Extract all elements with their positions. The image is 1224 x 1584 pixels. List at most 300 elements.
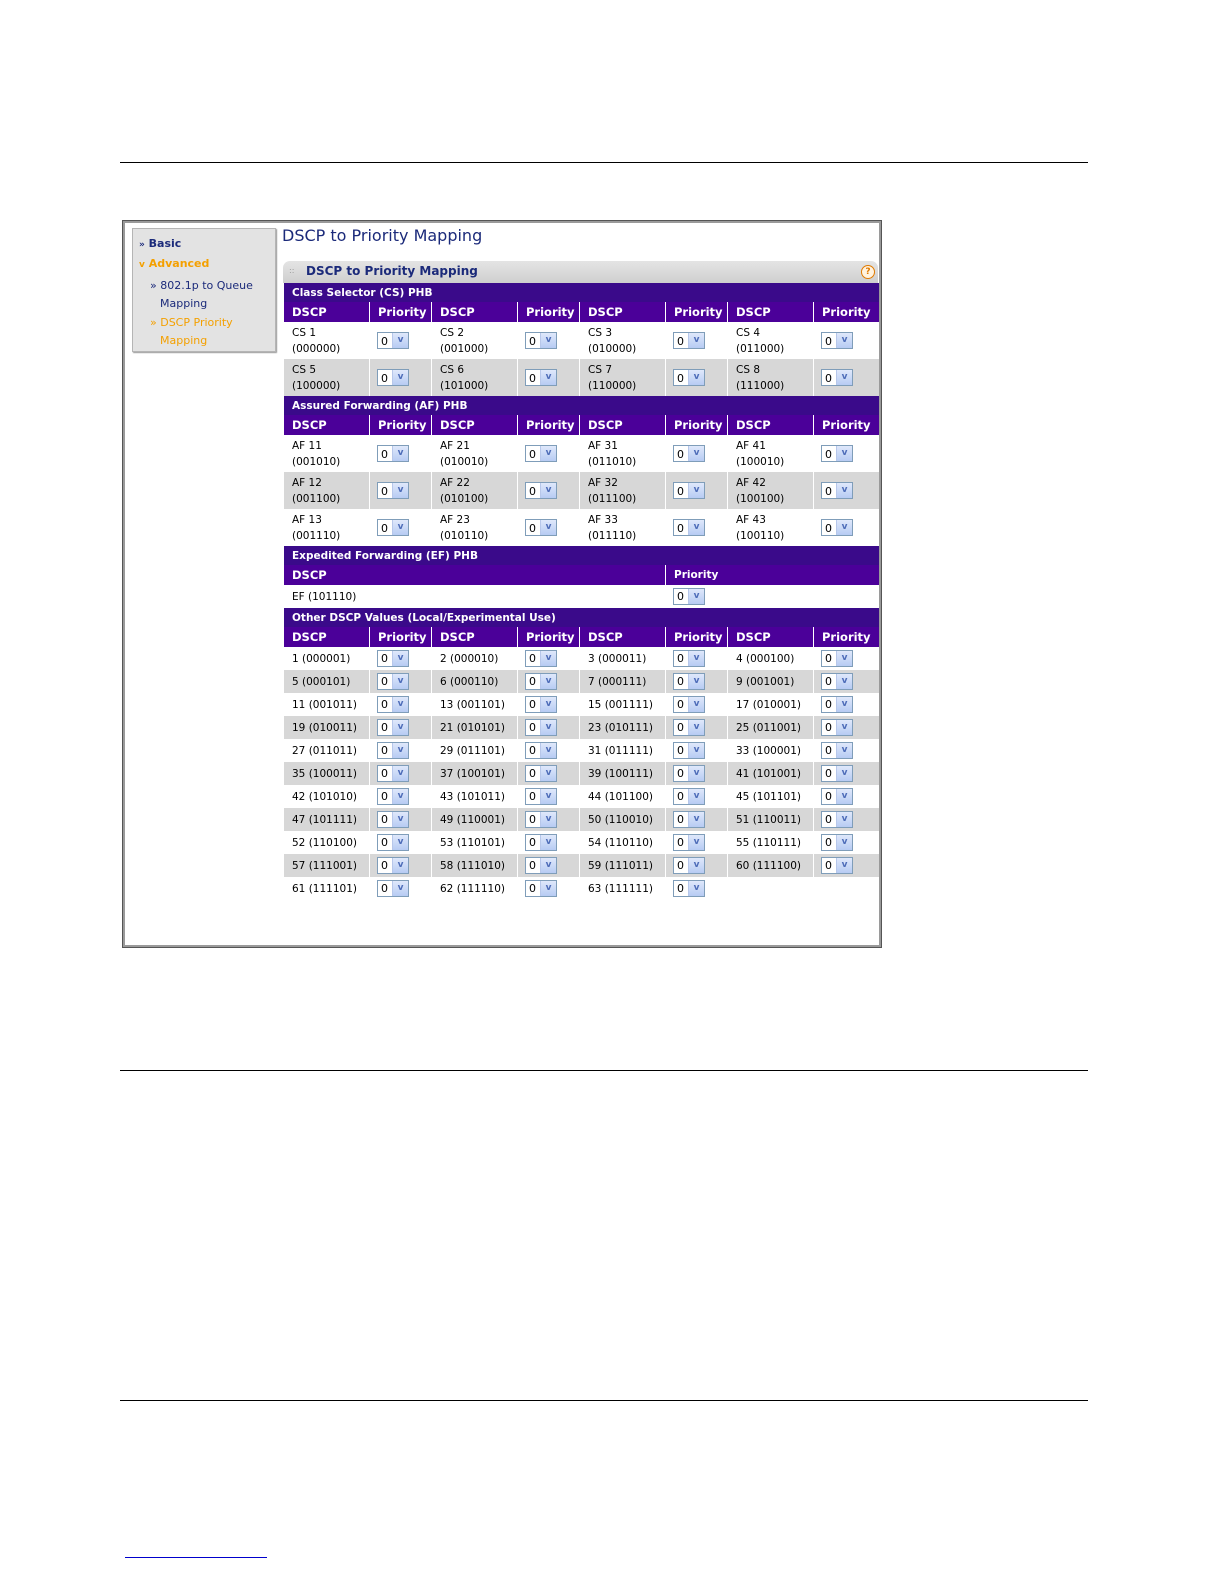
priority-select-value: 0 (381, 767, 388, 780)
priority-column-header: Priority (518, 415, 580, 435)
table-row (284, 472, 879, 509)
dscp-column-header: DSCP (580, 627, 666, 647)
priority-select[interactable] (377, 811, 409, 828)
priority-select[interactable] (377, 369, 409, 386)
priority-select[interactable] (821, 332, 853, 349)
dscp-value: EF (101110) (284, 585, 666, 608)
chevron-down-icon: v (392, 766, 408, 781)
priority-cell (666, 509, 728, 546)
chevron-down-icon: v (540, 370, 556, 385)
priority-select-value: 0 (529, 485, 536, 498)
priority-select[interactable] (673, 811, 705, 828)
dscp-column-header: DSCP (432, 415, 518, 435)
priority-cell (814, 472, 879, 509)
chevron-down-icon: v (392, 789, 408, 804)
chevron-down-icon: v (836, 333, 852, 348)
priority-select[interactable] (673, 482, 705, 499)
priority-select[interactable] (821, 719, 853, 736)
priority-select[interactable] (525, 673, 557, 690)
priority-select[interactable] (377, 742, 409, 759)
chevron-down-icon: v (688, 589, 704, 604)
dscp-value: 5 (000101) (284, 670, 370, 693)
chevron-down-icon: v (540, 766, 556, 781)
nav-basic[interactable]: » Basic (139, 237, 182, 250)
priority-cell (666, 670, 728, 693)
section-title: Other DSCP Values (Local/Experimental Use) (284, 608, 879, 627)
chevron-down-icon: v (392, 333, 408, 348)
chevron-down-icon: v (836, 835, 852, 850)
priority-select-value: 0 (677, 721, 684, 734)
priority-select[interactable] (525, 880, 557, 897)
priority-select[interactable] (821, 673, 853, 690)
chevron-down-icon: v (836, 766, 852, 781)
dscp-column-header: DSCP (728, 627, 814, 647)
priority-select-value: 0 (677, 882, 684, 895)
priority-select-value: 0 (381, 485, 388, 498)
chevron-down-icon: v (836, 370, 852, 385)
chevron-down-icon: v (392, 697, 408, 712)
nav-advanced[interactable]: v Advanced (139, 257, 210, 270)
priority-column-header: Priority (666, 415, 728, 435)
dscp-value: 62 (111110) (432, 877, 518, 900)
dscp-value: 1 (000001) (284, 647, 370, 670)
column-header-row (284, 415, 879, 435)
priority-cell (518, 647, 580, 670)
priority-select-value: 0 (529, 744, 536, 757)
priority-select[interactable] (673, 696, 705, 713)
table-row (284, 854, 879, 877)
dscp-value: 53 (110101) (432, 831, 518, 854)
priority-select[interactable] (377, 765, 409, 782)
priority-select[interactable] (377, 696, 409, 713)
chevron-down-icon: v (688, 858, 704, 873)
chevron-down-icon: v (540, 743, 556, 758)
priority-select[interactable] (821, 445, 853, 462)
chevron-down-icon: v (688, 743, 704, 758)
priority-cell (518, 509, 580, 546)
chevron-down-icon: v (540, 520, 556, 535)
dscp-value: 49 (110001) (432, 808, 518, 831)
priority-select-value: 0 (677, 767, 684, 780)
priority-cell (370, 322, 432, 359)
chevron-down-icon: v (688, 651, 704, 666)
priority-select-value: 0 (825, 675, 832, 688)
chevron-down-icon: v (392, 720, 408, 735)
dscp-value: 50 (110010) (580, 808, 666, 831)
priority-cell (370, 509, 432, 546)
priority-select-value: 0 (529, 335, 536, 348)
priority-select-value: 0 (529, 790, 536, 803)
column-header-row (284, 627, 879, 647)
section-title: Expedited Forwarding (EF) PHB (284, 546, 879, 565)
priority-select[interactable] (821, 811, 853, 828)
priority-cell (518, 739, 580, 762)
priority-cell (518, 670, 580, 693)
priority-select-value: 0 (529, 836, 536, 849)
priority-select[interactable] (821, 482, 853, 499)
priority-cell (666, 472, 728, 509)
priority-select[interactable] (377, 650, 409, 667)
dscp-value: AF 23 (010110) (432, 509, 518, 546)
dscp-value: 19 (010011) (284, 716, 370, 739)
priority-select[interactable] (821, 742, 853, 759)
priority-cell (370, 877, 432, 900)
table-row (284, 831, 879, 854)
dscp-value: CS 8 (111000) (728, 359, 814, 396)
priority-cell (518, 808, 580, 831)
footer-link-underline (125, 1557, 267, 1558)
dscp-column-header: DSCP (432, 302, 518, 322)
chevron-down-icon: v (392, 858, 408, 873)
priority-cell (518, 785, 580, 808)
priority-cell (370, 359, 432, 396)
dscp-value: 9 (001001) (728, 670, 814, 693)
priority-select[interactable] (673, 765, 705, 782)
dscp-value: 13 (001101) (432, 693, 518, 716)
priority-cell (666, 716, 728, 739)
priority-cell (518, 877, 580, 900)
chevron-down-icon: v (688, 370, 704, 385)
dscp-value: 54 (110110) (580, 831, 666, 854)
priority-select-value: 0 (825, 813, 832, 826)
ef-header-row (284, 565, 879, 585)
help-icon[interactable]: ? (861, 265, 875, 279)
priority-select[interactable] (525, 332, 557, 349)
priority-select-value: 0 (825, 721, 832, 734)
priority-select-value: 0 (529, 372, 536, 385)
priority-select[interactable] (377, 445, 409, 462)
chevron-down-icon: v (392, 674, 408, 689)
priority-select-value: 0 (677, 590, 684, 603)
priority-select[interactable] (377, 719, 409, 736)
priority-select[interactable] (673, 857, 705, 874)
dscp-column-header: DSCP (284, 415, 370, 435)
priority-select[interactable] (525, 719, 557, 736)
chevron-down-icon: v (688, 881, 704, 896)
priority-select[interactable] (525, 788, 557, 805)
priority-select-value: 0 (825, 448, 832, 461)
nav-item-dscp-priority-mapping[interactable]: » DSCP Priority Mapping (150, 316, 233, 347)
priority-cell (814, 854, 879, 877)
dscp-value: 60 (111100) (728, 854, 814, 877)
dscp-column-header: DSCP (284, 565, 666, 585)
priority-select[interactable] (673, 519, 705, 536)
table-row (284, 585, 879, 608)
priority-column-header: Priority (370, 302, 432, 322)
dscp-value: 43 (101011) (432, 785, 518, 808)
priority-select[interactable] (525, 857, 557, 874)
panel-title: DSCP to Priority Mapping (306, 264, 478, 278)
dscp-value: 51 (110011) (728, 808, 814, 831)
dscp-value: 21 (010101) (432, 716, 518, 739)
dscp-column-header: DSCP (284, 627, 370, 647)
priority-cell (814, 647, 879, 670)
priority-select[interactable] (821, 369, 853, 386)
dscp-value: 61 (111101) (284, 877, 370, 900)
priority-select[interactable] (377, 332, 409, 349)
priority-select-value: 0 (381, 790, 388, 803)
priority-cell (814, 322, 879, 359)
priority-select[interactable] (525, 765, 557, 782)
table-row (284, 359, 879, 396)
chevron-down-icon: v (392, 743, 408, 758)
priority-select[interactable] (821, 765, 853, 782)
priority-cell (518, 435, 580, 472)
priority-cell (666, 854, 728, 877)
priority-select-value: 0 (381, 522, 388, 535)
priority-cell (814, 808, 879, 831)
chevron-down-icon: v (392, 370, 408, 385)
chevron-down-icon: v (836, 858, 852, 873)
screenshot-frame (122, 220, 882, 948)
priority-select[interactable] (673, 742, 705, 759)
priority-select[interactable] (525, 445, 557, 462)
dscp-value: CS 5 (100000) (284, 359, 370, 396)
chevron-down-icon: v (540, 789, 556, 804)
priority-select[interactable] (377, 788, 409, 805)
priority-select-value: 0 (677, 372, 684, 385)
chevron-down-icon: v (836, 520, 852, 535)
priority-select-value: 0 (825, 767, 832, 780)
dscp-value: CS 3 (010000) (580, 322, 666, 359)
priority-select[interactable] (377, 857, 409, 874)
priority-select[interactable] (673, 650, 705, 667)
table-row (284, 670, 879, 693)
priority-select-value: 0 (825, 335, 832, 348)
table-row (284, 877, 879, 900)
priority-cell (666, 693, 728, 716)
chevron-down-icon: v (688, 446, 704, 461)
priority-cell (370, 472, 432, 509)
priority-select[interactable] (525, 482, 557, 499)
chevron-down-icon: v (392, 835, 408, 850)
dscp-value: 17 (010001) (728, 693, 814, 716)
priority-select-value: 0 (381, 721, 388, 734)
chevron-down-icon: v (540, 674, 556, 689)
priority-select-value: 0 (677, 744, 684, 757)
dscp-value: 31 (011111) (580, 739, 666, 762)
priority-select-value: 0 (825, 652, 832, 665)
priority-cell (814, 359, 879, 396)
priority-select[interactable] (377, 482, 409, 499)
priority-cell (666, 585, 879, 608)
chevron-down-icon: v (688, 483, 704, 498)
priority-cell (370, 716, 432, 739)
priority-cell (666, 877, 728, 900)
priority-select-value: 0 (677, 522, 684, 535)
page-title: DSCP to Priority Mapping (282, 226, 483, 245)
dscp-value: 3 (000011) (580, 647, 666, 670)
priority-select[interactable] (673, 445, 705, 462)
dscp-value: AF 41 (100010) (728, 435, 814, 472)
priority-select[interactable] (673, 332, 705, 349)
priority-column-header: Priority (814, 415, 879, 435)
priority-select-value: 0 (381, 335, 388, 348)
section-af (284, 396, 879, 415)
priority-select-value: 0 (825, 859, 832, 872)
priority-select-value: 0 (677, 790, 684, 803)
table-row (284, 435, 879, 472)
chevron-down-icon: v (836, 720, 852, 735)
priority-select[interactable] (377, 834, 409, 851)
priority-column-header: Priority (814, 302, 879, 322)
chevron-down-icon: v (688, 766, 704, 781)
dscp-column-header: DSCP (580, 302, 666, 322)
priority-cell (666, 322, 728, 359)
side-navigation (132, 228, 276, 352)
priority-cell (370, 785, 432, 808)
priority-select[interactable] (525, 742, 557, 759)
priority-select-value: 0 (381, 652, 388, 665)
section-title: Class Selector (CS) PHB (284, 283, 879, 302)
priority-select-value: 0 (677, 335, 684, 348)
priority-select[interactable] (673, 719, 705, 736)
priority-select-value: 0 (529, 522, 536, 535)
priority-cell (518, 472, 580, 509)
priority-select[interactable] (673, 588, 705, 605)
chevron-down-icon: v (392, 881, 408, 896)
chevron-down-icon: v (392, 483, 408, 498)
priority-cell (666, 831, 728, 854)
priority-cell (814, 670, 879, 693)
dscp-value: CS 7 (110000) (580, 359, 666, 396)
section-other (284, 608, 879, 627)
nav-item-802-1p-to-queue-mapping[interactable]: » 802.1p to Queue Mapping (150, 279, 253, 310)
priority-cell (370, 854, 432, 877)
priority-select-value: 0 (529, 859, 536, 872)
priority-cell (518, 716, 580, 739)
dscp-value: 6 (000110) (432, 670, 518, 693)
priority-select-value: 0 (381, 813, 388, 826)
dscp-value: AF 42 (100100) (728, 472, 814, 509)
priority-select-value: 0 (381, 882, 388, 895)
priority-select[interactable] (673, 834, 705, 851)
chevron-down-icon: v (836, 697, 852, 712)
priority-cell (666, 739, 728, 762)
priority-select[interactable] (525, 650, 557, 667)
priority-cell (518, 322, 580, 359)
priority-select-value: 0 (529, 767, 536, 780)
chevron-down-icon: v (540, 881, 556, 896)
priority-select[interactable] (525, 834, 557, 851)
dscp-value: AF 31 (011010) (580, 435, 666, 472)
priority-cell (814, 831, 879, 854)
priority-select[interactable] (377, 519, 409, 536)
dscp-value: 7 (000111) (580, 670, 666, 693)
priority-column-header: Priority (666, 302, 728, 322)
dscp-value: 23 (010111) (580, 716, 666, 739)
dscp-value: AF 22 (010100) (432, 472, 518, 509)
priority-select[interactable] (821, 696, 853, 713)
chevron-down-icon: v (540, 835, 556, 850)
priority-select[interactable] (821, 788, 853, 805)
priority-select[interactable] (821, 857, 853, 874)
dscp-value: 35 (100011) (284, 762, 370, 785)
priority-select[interactable] (377, 673, 409, 690)
priority-cell (518, 854, 580, 877)
dscp-value: AF 21 (010010) (432, 435, 518, 472)
dscp-value: 55 (110111) (728, 831, 814, 854)
priority-column-header: Priority (666, 627, 728, 647)
priority-select-value: 0 (677, 652, 684, 665)
table-row (284, 785, 879, 808)
priority-select-value: 0 (677, 485, 684, 498)
priority-select-value: 0 (677, 813, 684, 826)
panel-header (283, 261, 878, 283)
dscp-value: AF 43 (100110) (728, 509, 814, 546)
chevron-down-icon: v (688, 697, 704, 712)
priority-select[interactable] (673, 788, 705, 805)
dscp-value: 58 (111010) (432, 854, 518, 877)
priority-cell (814, 716, 879, 739)
dscp-value: AF 33 (011110) (580, 509, 666, 546)
priority-select-value: 0 (825, 522, 832, 535)
priority-cell (370, 670, 432, 693)
priority-select-value: 0 (825, 485, 832, 498)
chevron-down-icon: v (392, 812, 408, 827)
table-row (284, 716, 879, 739)
priority-cell (370, 808, 432, 831)
priority-select[interactable] (821, 834, 853, 851)
priority-cell (814, 435, 879, 472)
dscp-column-header: DSCP (728, 302, 814, 322)
dscp-value: 2 (000010) (432, 647, 518, 670)
priority-select[interactable] (525, 696, 557, 713)
dscp-value: 52 (110100) (284, 831, 370, 854)
priority-select[interactable] (525, 519, 557, 536)
priority-select-value: 0 (677, 836, 684, 849)
chevron-down-icon: v (392, 520, 408, 535)
dscp-value: 15 (001111) (580, 693, 666, 716)
priority-select-value: 0 (529, 448, 536, 461)
priority-column-header: Priority (370, 415, 432, 435)
dscp-value: 47 (101111) (284, 808, 370, 831)
priority-select[interactable] (673, 369, 705, 386)
dscp-value: 25 (011001) (728, 716, 814, 739)
dscp-value: 33 (100001) (728, 739, 814, 762)
priority-column-header: Priority (814, 627, 879, 647)
dscp-value: 37 (100101) (432, 762, 518, 785)
chevron-down-icon: v (836, 651, 852, 666)
dscp-value: 4 (000100) (728, 647, 814, 670)
chevron-down-icon: v (836, 812, 852, 827)
priority-select-value: 0 (677, 698, 684, 711)
chevron-down-icon: v (688, 674, 704, 689)
priority-select[interactable] (673, 880, 705, 897)
chevron-down-icon: v (392, 651, 408, 666)
priority-cell (370, 831, 432, 854)
priority-cell (370, 435, 432, 472)
priority-column-header: Priority (370, 627, 432, 647)
priority-select[interactable] (821, 650, 853, 667)
dscp-value: 42 (101010) (284, 785, 370, 808)
priority-column-header: Priority (666, 565, 879, 585)
dscp-column-header: DSCP (284, 302, 370, 322)
priority-cell (814, 762, 879, 785)
priority-cell (518, 693, 580, 716)
priority-select[interactable] (525, 811, 557, 828)
priority-select-value: 0 (529, 698, 536, 711)
priority-select-value: 0 (825, 698, 832, 711)
priority-select-value: 0 (529, 721, 536, 734)
priority-select[interactable] (673, 673, 705, 690)
chevron-down-icon: v (688, 789, 704, 804)
priority-select[interactable] (821, 519, 853, 536)
priority-select[interactable] (377, 880, 409, 897)
priority-select-value: 0 (381, 448, 388, 461)
priority-select[interactable] (525, 369, 557, 386)
priority-select-value: 0 (381, 836, 388, 849)
